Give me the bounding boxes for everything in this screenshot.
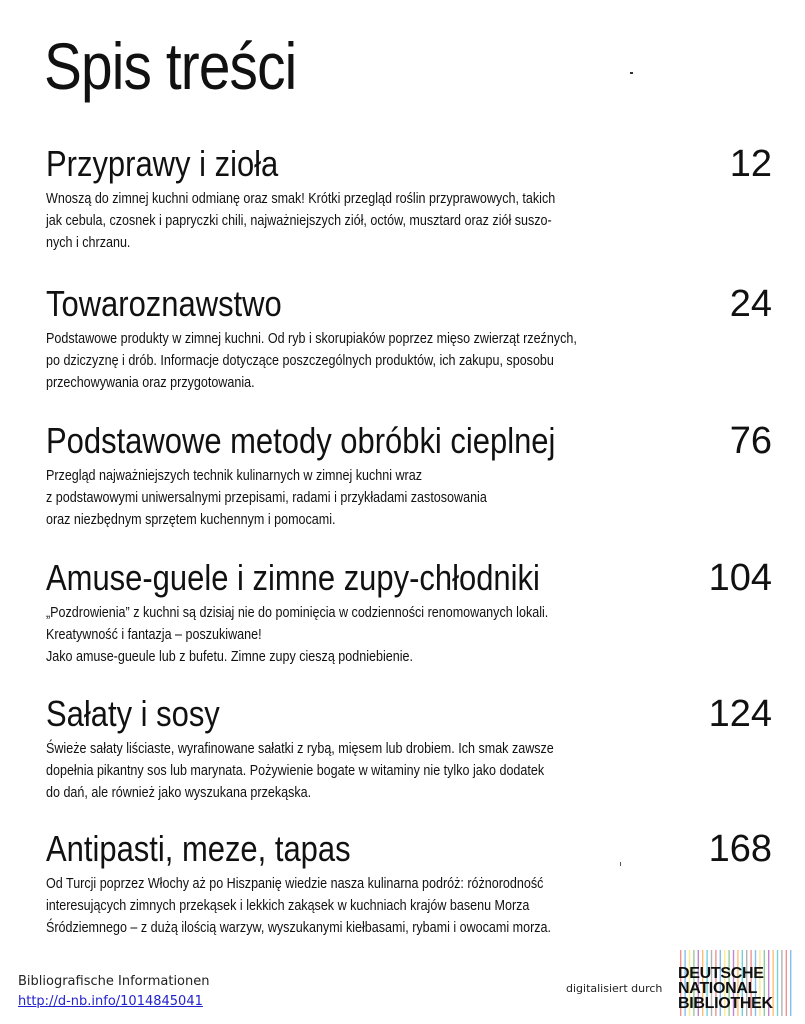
description-line: interesujących zimnych przekąsek i lekkich zakąsek w kuchniach krajów basenu Morza xyxy=(46,898,530,914)
description-line: Świeże sałaty liściaste, wyrafinowane sałatki z rybą, mięsem lub drobiem. Ich smak zawsze xyxy=(46,741,554,757)
toc-entry-description xyxy=(46,328,631,394)
description-line: Podstawowe produkty w zimnej kuchni. Od ryb i skorupiaków poprzez mięso zwierząt rzeźnych, xyxy=(46,331,577,347)
digitized-by-label: digitalisiert durch xyxy=(566,982,663,995)
description-line: Przegląd najważniejszych technik kulinarnych w zimnej kuchni wraz xyxy=(46,468,422,484)
toc-entry-title: Podstawowe metody obróbki cieplnej xyxy=(46,420,556,461)
description-line: „Pozdrowienia” z kuchni są dzisiaj nie do pominięcia w codzienności renomowanych lokali. xyxy=(46,605,549,621)
toc-entry xyxy=(46,827,776,939)
bibliographic-info xyxy=(18,972,210,1012)
description-line: jak cebula, czosnek i papryczki chili, najważniejszych ziół, octów, musztard oraz ziół suszo- xyxy=(46,213,552,229)
description-line: Śródziemnego – z dużą ilością warzyw, wyszukanymi kiełbasami, rybami i owocami morza. xyxy=(46,920,551,936)
description-line: Wnoszą do zimnej kuchni odmianę oraz smak! Krótki przegląd roślin przyprawowych, takich xyxy=(46,191,556,207)
dnb-logo xyxy=(678,948,796,1018)
toc-entry-page: 24 xyxy=(729,283,772,325)
description-line: nych i chrzanu. xyxy=(46,235,131,251)
toc-entry-title: Antipasti, meze, tapas xyxy=(46,828,351,869)
toc-entry xyxy=(46,142,776,254)
logo-line: DEUTSCHE xyxy=(678,965,764,982)
description-line: Kreatywność i fantazja – poszukiwane! xyxy=(46,627,262,643)
toc-entry-description xyxy=(46,602,631,668)
toc-entry xyxy=(46,556,776,668)
description-line: oraz niezbędnym sprzętem kuchennym i pomocami. xyxy=(46,512,336,528)
toc-entry-page: 104 xyxy=(708,557,772,599)
toc-entry-page: 76 xyxy=(729,420,772,462)
toc-entry-description xyxy=(46,738,631,804)
scan-speck xyxy=(630,72,633,74)
logo-line: NATIONAL xyxy=(678,980,758,997)
toc-entry-title: Amuse-guele i zimne zupy-chłodniki xyxy=(46,557,540,598)
description-line: przechowywania oraz przygotowania. xyxy=(46,375,255,391)
description-line: Jako amuse-gueule lub z bufetu. Zimne zupy cieszą podniebienie. xyxy=(46,649,413,665)
toc-entry-title: Przyprawy i zioła xyxy=(46,143,279,184)
toc-entry-description xyxy=(46,873,631,939)
logo-line: BIBLIOTHEK xyxy=(678,995,773,1012)
bibliographic-link[interactable]: http://d-nb.info/1014845041 xyxy=(18,994,203,1009)
toc-entry-page: 168 xyxy=(708,828,772,870)
toc-entry-page: 12 xyxy=(729,143,772,185)
description-line: dopełnia pikantny sos lub marynata. Pożywienie bogate w witaminy nie tylko jako dodatek xyxy=(46,763,545,779)
toc-entry-title: Sałaty i sosy xyxy=(46,693,220,734)
toc-entry-description xyxy=(46,188,631,254)
page-title: Spis treści xyxy=(44,29,297,103)
description-line: do dań, ale również jako wyszukana przekąska. xyxy=(46,785,312,801)
logo-text xyxy=(678,966,796,1011)
description-line: po dziczyznę i drób. Informacje dotyczące poszczególnych produktów, ich zakupu, sposobu xyxy=(46,353,554,369)
description-line: z podstawowymi uniwersalnymi przepisami, radami i przykładami zastosowania xyxy=(46,490,487,506)
toc-entry-title: Towaroznawstwo xyxy=(46,283,282,324)
bibliographic-label: Bibliografische Informationen xyxy=(18,974,210,989)
description-line: Od Turcji poprzez Włochy aż po Hiszpanię wiedzie nasza kulinarna podróż: różnorodność xyxy=(46,876,544,892)
toc-entry xyxy=(46,419,776,531)
toc-entry-description xyxy=(46,465,631,531)
toc-entry xyxy=(46,692,776,804)
toc-entry xyxy=(46,282,776,394)
toc-entry-page: 124 xyxy=(708,693,772,735)
